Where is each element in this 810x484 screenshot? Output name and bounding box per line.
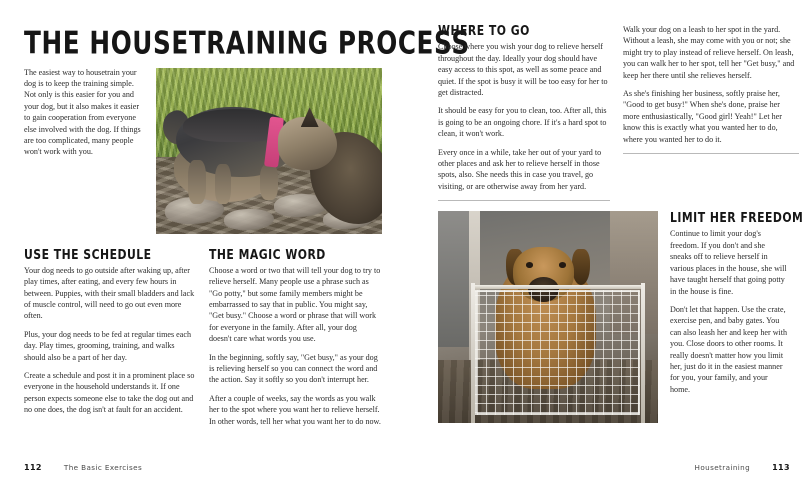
body-paragraph: Walk your dog on a leash to her spot in the yard. Without a leash, she may come with you or not; she might try to play instead of relieve herself. On leash, you can walk her to her spot, tell her "Get busy," and keep her there until she relieves herself. [623, 25, 795, 80]
body-paragraph: It should be easy for you to clean, too. After all, this is going to be an ongoing chore. If it's a hard spot to clean, it won't work. [438, 106, 607, 139]
intro-column [24, 67, 146, 158]
body-paragraph: Don't let that happen. Use the crate, exercise pen, and baby gates. You can also leash her and keep her with you. Close doors to other rooms. It really doesn't matter how you limit her, just do it in the easiest manner for you, your family, and your home. [670, 304, 788, 394]
section-limit-her-freedom [670, 209, 804, 395]
running-head: The Basic Exercises [63, 463, 143, 472]
right-page-footer [695, 463, 790, 472]
photo-yorkshire-terrier [156, 68, 382, 234]
body-paragraph: Continue to limit your dog's freedom. If you don't and she sneaks off to relieve herself in various places in the house, she will have taught herself that going potty in the house is fine. [670, 229, 787, 296]
page-number: 113 [772, 463, 790, 472]
body-paragraph: As she's finishing her business, softly praise her, "Good to get busy!" When she's done, praise her more enthusiastically, "Good girl! Yeah!" Let her know this is exactly what you wanted her to do, where you wanted her to do it. [623, 89, 782, 144]
body-paragraph: Your dog needs to go outside after waking up, after play times, after eating, and every few hours in between. Puppies, with their small bladders and lack of muscle control, will need to go out even more often. [24, 265, 195, 321]
dog-eye [559, 262, 566, 268]
dog-eye [526, 262, 533, 268]
right-top-columns [438, 22, 795, 211]
body-paragraph: Create a schedule and post it in a prominent place so everyone in the household understands it. If one person expects someone else to take the dog out and no one does, the dog isn't at fault for an accident. [24, 371, 195, 415]
page-number: 112 [24, 463, 42, 472]
left-body-columns [24, 248, 381, 428]
section-use-the-schedule [24, 248, 196, 428]
page-title: THE HOUSETRAINING PROCESS [24, 25, 470, 62]
body-paragraph: Choose where you wish your dog to relieve herself throughout the day. Ideally your dog should have easy access to this spot, as well as some peace and quiet. If the spot is busy it will be too easy for her to get distracted. [438, 42, 608, 97]
section-where-to-go [438, 24, 610, 211]
body-paragraph: Choose a word or two that will tell your dog to try to relieve herself. Many people use a phrase such as "Go potty," but some family members might be embarrassed to say that in public. You might say, "Get busy." Choose a word or phrase that will work for everyone in the family. After all, your dog doesn't care what words you use. [209, 265, 381, 344]
right-page [405, 0, 810, 484]
dog-leg [260, 164, 278, 201]
body-paragraph: Every once in a while, take her out of your yard to other places and ask her to relieve herself in those spots, also. She needs this in case you travel, go visiting, or are otherwise away from her yard. [438, 147, 602, 191]
body-paragraph: After a couple of weeks, say the words as you walk her to the spot where you want her to relieve herself. In other words, tell her what you want her to do now. [209, 393, 381, 426]
baby-gate-post [471, 283, 475, 423]
body-paragraph: Plus, your dog needs to be fed at regular times each day. Play times, grooming, training, and walks should also be a part of her day. [24, 329, 191, 362]
intro-row [24, 67, 381, 234]
baby-gate-post [641, 283, 645, 423]
dog-leg [188, 160, 206, 203]
section-heading: THE MAGIC WORD [209, 246, 326, 262]
left-page-footer [24, 463, 142, 472]
section-heading: WHERE TO GO [438, 22, 530, 39]
baby-gate-mesh [475, 290, 640, 415]
section-divider [438, 200, 610, 201]
section-leash-routine [623, 24, 795, 211]
dog-leg [215, 164, 231, 204]
running-head: Housetraining [694, 463, 751, 472]
right-bottom-row [438, 209, 804, 423]
section-heading: USE THE SCHEDULE [24, 246, 152, 262]
section-heading: LIMIT HER FREEDOM [670, 209, 804, 226]
dog-ear [572, 249, 590, 285]
intro-paragraph: The easiest way to housetrain your dog is to keep the training simple. Not only is this easier for you and your dog, but it also makes it easier to gain cooperation from everyone else involved with the dog. If things are too complicated, many people won't work with you. [24, 67, 141, 157]
section-divider [623, 153, 799, 154]
baby-gate-rail [471, 285, 645, 289]
section-the-magic-word [209, 248, 381, 428]
body-paragraph: In the beginning, softly say, "Get busy," as your dog is relieving herself so you can connect the word and the action. Say it softly so you don't interrupt her. [209, 352, 378, 385]
photo-dog-behind-baby-gate [438, 211, 658, 423]
